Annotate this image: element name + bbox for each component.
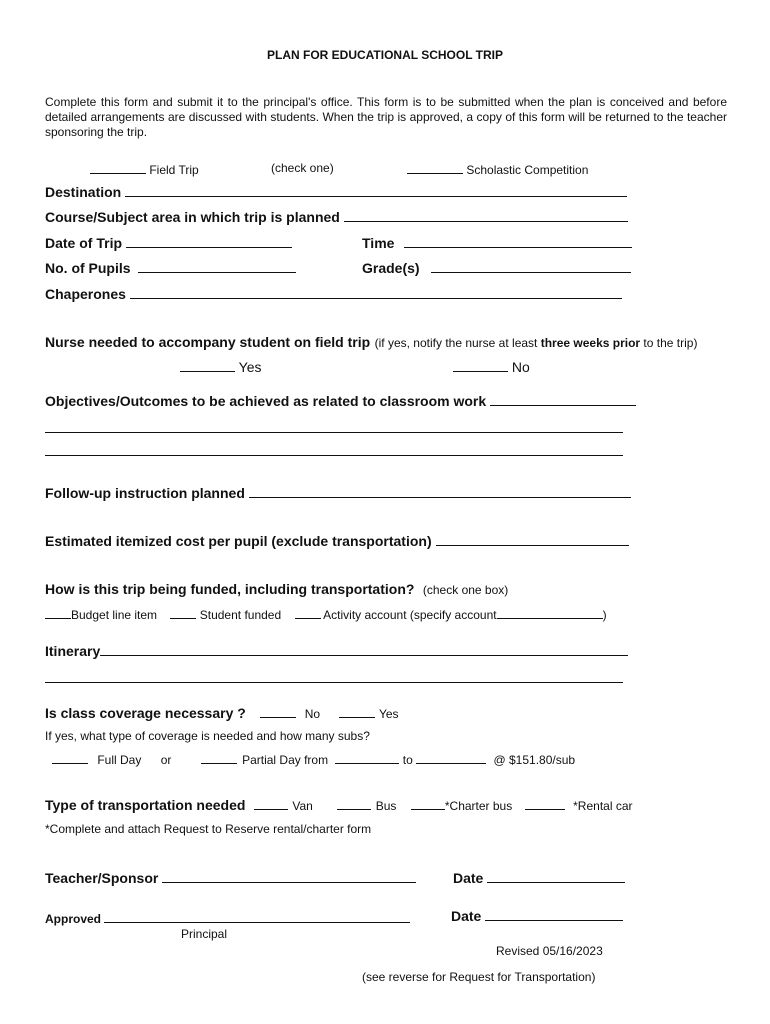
activity-checkbox[interactable] xyxy=(295,606,321,619)
approved-signature-field[interactable] xyxy=(104,910,410,923)
course-field[interactable] xyxy=(344,209,628,222)
no-of-pupils-field[interactable] xyxy=(138,260,296,273)
principal-label: Principal xyxy=(181,927,228,941)
budget-label: Budget line item xyxy=(71,608,158,622)
date-row xyxy=(45,235,292,251)
nurse-note: (if yes, notify the nurse at least three weeks prior to the trip) xyxy=(374,336,698,350)
grades-row xyxy=(362,260,631,276)
trip-type-scholastic: Scholastic Competition xyxy=(407,161,588,177)
trip-type-field-trip: Field Trip xyxy=(90,161,199,177)
chaperones-label: Chaperones xyxy=(45,286,126,302)
intro-paragraph: Complete this form and submit it to the principal's office. This form is to be submitted when the plan is conceived and before detailed arrangements are discussed with students. When the trip is approved, a copy of this form will be returned to the teacher sponsoring the trip. xyxy=(45,95,727,139)
partial-day-label: Partial Day from xyxy=(242,753,329,767)
approved-label: Approved xyxy=(45,912,102,926)
course-label: Course/Subject area in which trip is planned xyxy=(45,209,340,225)
funding-options: Budget line item Student funded Activity account (specify account ) xyxy=(45,606,607,622)
transport-note: *Complete and attach Request to Reserve rental/charter form xyxy=(45,822,372,836)
itinerary-field[interactable] xyxy=(100,643,628,656)
nurse-yes-checkbox[interactable] xyxy=(180,359,235,372)
itinerary-line-2[interactable] xyxy=(45,681,623,683)
coverage-no-checkbox[interactable] xyxy=(260,705,296,718)
destination-label: Destination xyxy=(45,184,122,200)
check-one-note: (check one) xyxy=(271,161,334,175)
student-funded-checkbox[interactable] xyxy=(170,606,196,619)
bus-label: Bus xyxy=(375,799,397,813)
transport-label: Type of transportation needed xyxy=(45,797,246,813)
nurse-row xyxy=(45,334,697,352)
activity-account-field[interactable] xyxy=(497,606,603,619)
nurse-yes: Yes xyxy=(180,359,261,375)
approved-row xyxy=(45,910,410,926)
nurse-no-checkbox[interactable] xyxy=(453,359,508,372)
bus-checkbox[interactable] xyxy=(337,797,371,810)
objectives-line-3[interactable] xyxy=(45,454,623,456)
followup-field[interactable] xyxy=(249,485,631,498)
time-field[interactable] xyxy=(404,235,632,248)
cost-field[interactable] xyxy=(436,533,629,546)
chaperones-row xyxy=(45,286,622,302)
full-day-label: Full Day xyxy=(97,753,142,767)
coverage-no-label: No xyxy=(304,707,321,721)
coverage-options xyxy=(52,751,575,767)
coverage-label: Is class coverage necessary ? xyxy=(45,705,246,721)
followup-label: Follow-up instruction planned xyxy=(45,485,245,501)
partial-day-field[interactable] xyxy=(201,751,237,764)
coverage-yes-checkbox[interactable] xyxy=(339,705,375,718)
full-day-field[interactable] xyxy=(52,751,88,764)
teacher-date-field[interactable] xyxy=(487,870,625,883)
grades-field[interactable] xyxy=(431,260,631,273)
approved-date-field[interactable] xyxy=(485,908,623,921)
time-row xyxy=(362,235,632,251)
objectives-row xyxy=(45,393,636,409)
budget-checkbox[interactable] xyxy=(45,606,71,619)
nurse-label: Nurse needed to accompany student on field trip xyxy=(45,334,371,350)
student-funded-label: Student funded xyxy=(199,608,282,622)
followup-row xyxy=(45,485,631,501)
coverage-question: If yes, what type of coverage is needed and how many subs? xyxy=(45,729,370,743)
teacher-date-row xyxy=(453,870,625,886)
nurse-no: No xyxy=(453,359,530,375)
teacher-signature-field[interactable] xyxy=(162,870,416,883)
date-of-trip-field[interactable] xyxy=(126,235,292,248)
charter-checkbox[interactable] xyxy=(411,797,445,810)
van-checkbox[interactable] xyxy=(254,797,288,810)
objectives-label: Objectives/Outcomes to be achieved as related to classroom work xyxy=(45,393,487,409)
partial-from-field[interactable] xyxy=(335,751,399,764)
date-of-trip-label: Date of Trip xyxy=(45,235,123,251)
chaperones-field[interactable] xyxy=(130,286,622,299)
objectives-line-2[interactable] xyxy=(45,431,623,433)
funding-note: (check one box) xyxy=(422,583,509,597)
activity-label: Activity account (specify account xyxy=(323,608,497,622)
partial-to-field[interactable] xyxy=(416,751,486,764)
transport-row xyxy=(45,797,633,815)
grades-label: Grade(s) xyxy=(362,260,420,276)
objectives-field[interactable] xyxy=(490,393,636,406)
or-label: or xyxy=(160,753,172,767)
van-label: Van xyxy=(292,799,313,813)
itinerary-row xyxy=(45,643,628,659)
destination-row xyxy=(45,184,627,200)
funding-label: How is this trip being funded, including transportation? xyxy=(45,581,415,597)
time-label: Time xyxy=(362,235,395,251)
teacher-label: Teacher/Sponsor xyxy=(45,870,159,886)
course-row xyxy=(45,209,628,225)
teacher-date-label: Date xyxy=(453,870,484,886)
coverage-yes-label: Yes xyxy=(378,707,399,721)
rental-label: *Rental car xyxy=(573,799,633,813)
approved-date-label: Date xyxy=(451,908,482,924)
rental-checkbox[interactable] xyxy=(525,797,565,810)
itinerary-label: Itinerary xyxy=(45,643,101,659)
approved-date-row xyxy=(451,908,623,924)
no-of-pupils-label: No. of Pupils xyxy=(45,260,131,276)
page-title: PLAN FOR EDUCATIONAL SCHOOL TRIP xyxy=(266,48,503,62)
cost-label: Estimated itemized cost per pupil (exclude transportation) xyxy=(45,533,432,549)
sub-rate: @ $151.80/sub xyxy=(493,753,576,767)
teacher-row xyxy=(45,870,416,886)
destination-field[interactable] xyxy=(125,184,627,197)
cost-row xyxy=(45,533,629,549)
scholastic-checkbox[interactable] xyxy=(407,161,463,174)
to-label: to xyxy=(402,753,413,767)
reverse-note: (see reverse for Request for Transportation) xyxy=(362,970,596,984)
revised-date: Revised 05/16/2023 xyxy=(496,944,603,958)
pupils-row xyxy=(45,260,296,276)
field-trip-checkbox[interactable] xyxy=(90,161,146,174)
charter-label: *Charter bus xyxy=(444,799,513,813)
coverage-row xyxy=(45,705,399,723)
funding-row xyxy=(45,581,508,599)
